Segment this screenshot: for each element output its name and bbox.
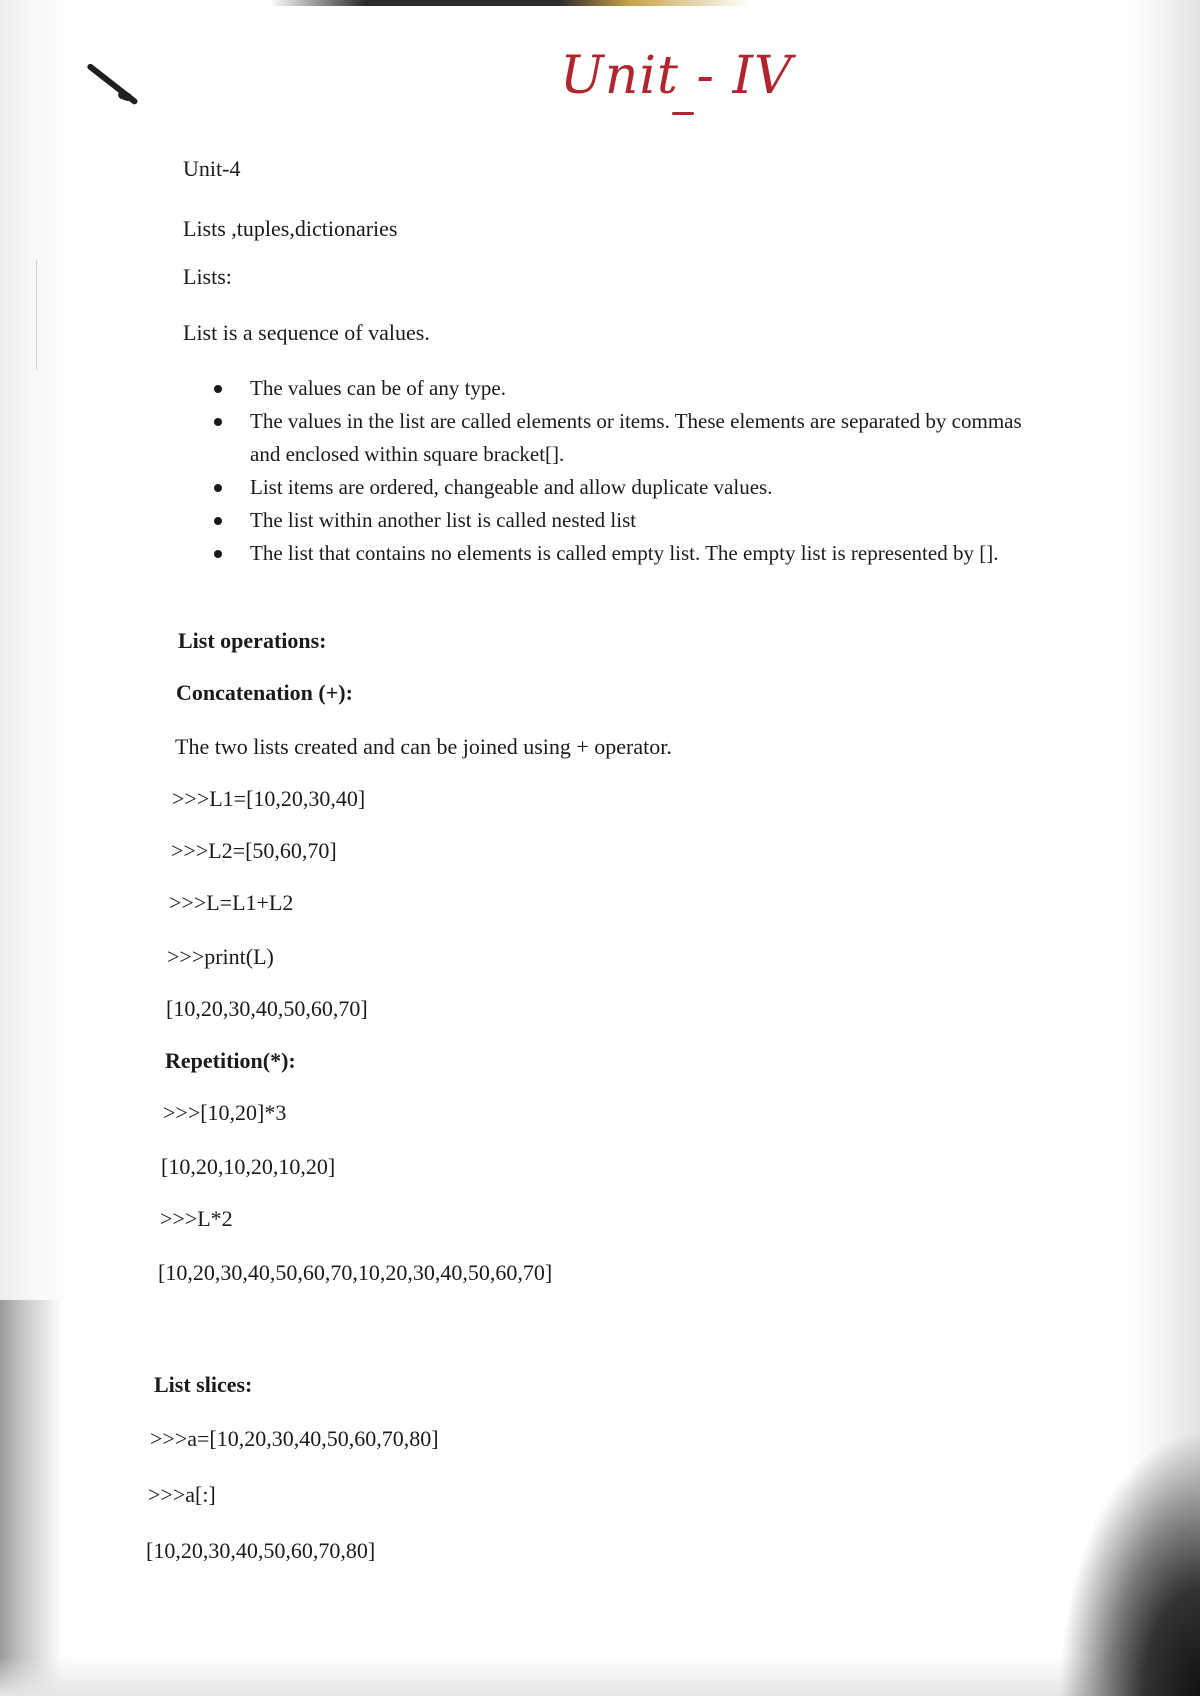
list-slices-heading: List slices: xyxy=(154,1372,253,1397)
bullet-list xyxy=(210,372,1040,570)
bullet-item xyxy=(210,504,1040,537)
bullet-item xyxy=(210,405,1040,471)
code-line: >>>L*2 xyxy=(160,1206,233,1231)
bullet-text: List items are ordered, changeable and allow duplicate values. xyxy=(250,475,773,499)
bullet-item xyxy=(210,372,1040,405)
lists-intro: List is a sequence of values. xyxy=(183,320,430,345)
code-output: [10,20,30,40,50,60,70] xyxy=(166,996,368,1021)
topics-line: Lists ,tuples,dictionaries xyxy=(183,216,398,241)
bullet-icon xyxy=(214,418,222,426)
code-output: [10,20,30,40,50,60,70,80] xyxy=(146,1538,376,1563)
margin-line xyxy=(36,260,37,370)
code-line: >>>[10,20]*3 xyxy=(163,1100,287,1125)
code-line: >>>a[:] xyxy=(148,1482,216,1507)
bullet-icon xyxy=(214,550,222,558)
scan-left-shadow xyxy=(0,1300,60,1696)
code-line: >>>a=[10,20,30,40,50,60,70,80] xyxy=(150,1426,439,1451)
lists-heading: Lists: xyxy=(183,264,232,289)
bullet-item xyxy=(210,537,1040,570)
code-line: >>>L1=[10,20,30,40] xyxy=(172,786,366,811)
list-operations-heading: List operations: xyxy=(178,628,327,653)
scan-bottom-band xyxy=(0,1656,1200,1696)
scan-corner-shadow xyxy=(1040,1396,1200,1696)
code-output: [10,20,30,40,50,60,70,10,20,30,40,50,60,70] xyxy=(158,1260,553,1285)
handwritten-heading: Unit - IV xyxy=(560,46,793,106)
unit-label: Unit-4 xyxy=(183,156,241,181)
bullet-icon xyxy=(214,385,222,393)
bullet-icon xyxy=(214,484,222,492)
concatenation-description: The two lists created and can be joined using + operator. xyxy=(175,734,672,759)
code-line: >>>L=L1+L2 xyxy=(169,890,294,915)
code-output: [10,20,10,20,10,20] xyxy=(161,1154,336,1179)
bullet-item xyxy=(210,471,1040,504)
bullet-icon xyxy=(214,517,222,525)
code-line: >>>print(L) xyxy=(167,944,274,969)
bullet-text: The values can be of any type. xyxy=(250,376,506,400)
repetition-heading: Repetition(*): xyxy=(165,1048,296,1073)
concatenation-heading: Concatenation (+): xyxy=(176,680,353,705)
scan-top-shadow xyxy=(270,0,750,6)
bullet-text: The list within another list is called nested list xyxy=(250,508,637,532)
code-line: >>>L2=[50,60,70] xyxy=(171,838,337,863)
bullet-text: The list that contains no elements is called empty list. The empty list is represented by []. xyxy=(250,541,999,565)
bullet-text: The values in the list are called elements or items. These elements are separated by commas and enclosed within square bracket[]. xyxy=(250,409,1022,466)
handwritten-underline xyxy=(672,112,694,115)
